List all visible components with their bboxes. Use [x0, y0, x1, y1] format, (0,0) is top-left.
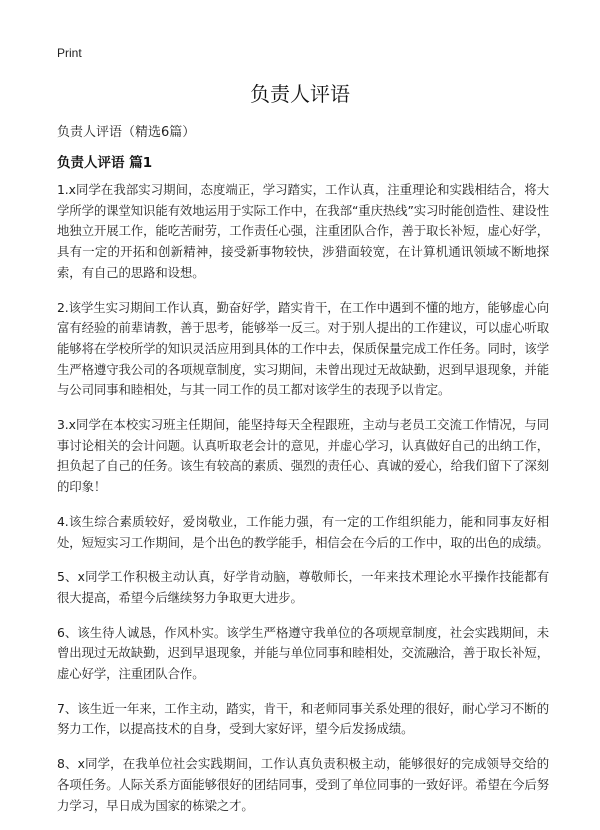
paragraph-4: 4.该生综合素质较好，爱岗敬业，工作能力强，有一定的工作组织能力，能和同事友好相处，短短实习工作期间，是个出色的教学能手，相信会在今后的工作中，取的出色的成绩。 [57, 513, 549, 550]
paragraph-6: 6、该生待人诚恳，作风朴实。该学生严格遵守我单位的各项规章制度，社会实践期间，未曾出现过无故缺勤，迟到早退现象，并能与单位同事和睦相处，交流融洽，善于取长补短，虚心好学，注重团队合作。 [57, 624, 549, 682]
paragraph-1: 1.x同学在我部实习期间，态度端正，学习踏实，工作认真，注重理论和实践相结合，将大学所学的课堂知识能有效地运用于实际工作中，在我部“重庆热线”实习时能创造性、建设性地独立开展工作，能吃苦耐劳，工作责任心强，注重团队合作，善于取长补短，虚心好学，具有一定的开拓和创新精神，接受新事物较快，涉猎面较宽，在计算机通讯领域不断地探索，有自己的思路和设想。 [57, 182, 549, 280]
print-link[interactable]: Print [57, 46, 82, 60]
document-body [57, 180, 549, 830]
paragraph-2: 2.该学生实习期间工作认真，勤奋好学，踏实肯干，在工作中遇到不懂的地方，能够虚心向富有经验的前辈请教，善于思考，能够举一反三。对于别人提出的工作建议，可以虚心听取能够将在学校所学的知识灵活应用到具体的工作中去，保质保量完成工作任务。同时，该学生严格遵守我公司的各项规章制度，实习期间，未曾出现过无故缺勤，迟到早退现象，并能与公司同事和睦相处，与其一同工作的员工都对该学生的表现予以肯定。 [57, 299, 549, 398]
paragraph-3: 3.x同学在本校实习班主任期间，能坚持每天全程跟班，主动与老员工交流工作情况，与同事讨论相关的会计问题。认真听取老会计的意见，并虚心学习，认真做好自己的出纳工作，担负起了自己的任务。该生有较高的素质、强烈的责任心、真诚的爱心，给我们留下了深刻的印象！ [57, 417, 549, 495]
paragraph-7: 7、该生近一年来，工作主动，踏实，肯干，和老师同事关系处理的很好，耐心学习不断的努力工作，以提高技术的自身，受到大家好评，望今后发扬成绩。 [57, 700, 549, 737]
paragraph-5: 5、x同学工作积极主动认真，好学肯动脑，尊敬师长，一年来技术理论水平操作技能都有很大提高，希望今后继续努力争取更大进步。 [57, 569, 549, 605]
document-subtitle: 负责人评语（精选6篇） [57, 125, 196, 140]
page-title: 负责人评语 [250, 82, 350, 106]
paragraph-8: 8、x同学，在我单位社会实践期间，工作认真负责积极主动，能够很好的完成领导交给的各项任务。人际关系方面能够很好的团结同事，受到了单位同事的一致好评。希望在今后努力学习，早日成为国家的栋梁之才。 [57, 756, 549, 813]
section-heading: 负责人评语 篇1 [57, 155, 153, 171]
